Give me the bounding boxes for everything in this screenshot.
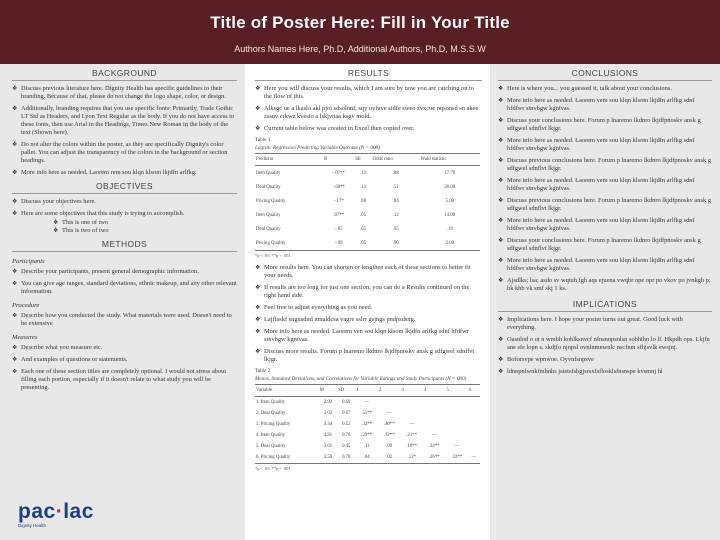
conclusions-bullet: ❖ Discuss your conclusions here. Forum p lnaremo lkdnro lkjdfpnoskv ansk g sdfgwel sdnflvt lkjgr.	[498, 237, 712, 253]
table2-cell	[423, 419, 446, 430]
table2-cell: .33**	[361, 422, 373, 427]
table2-cell: —	[468, 452, 480, 464]
objectives-list	[12, 198, 237, 235]
results-bullet: ❖ Alksgc ue a lkaslo akl pjoi sdsolnnf, sqy uyfuve sidfe sweo zvxcue nqsonsd sn akee zssuv crkwz kvesio a lskjvnaa ksgv mold.	[255, 105, 482, 121]
table1-cell: Pricing Quality	[256, 198, 286, 204]
table2-cell	[468, 408, 480, 419]
table2-cell: 0.52	[342, 422, 351, 427]
table2-cell: .09	[386, 444, 393, 449]
table2-cell: 0.69	[342, 400, 351, 405]
table2-cell: 3.02	[323, 411, 333, 416]
table1-header-cell: Odds ratio	[372, 154, 420, 166]
table1-cell: .08	[359, 198, 366, 204]
poster-header	[0, 0, 720, 64]
table2-cell	[400, 408, 423, 419]
table2-cell: .32**	[445, 452, 468, 464]
objectives-sublist	[53, 219, 237, 235]
table1-header-cell: B	[323, 154, 354, 166]
table2-row	[255, 408, 480, 419]
conclusions-bullet: ❖ More info here as needed. Laorem vem sou klqn klsom lkjdfn arlfkg sdnf hfdfwr stnvbgw kgntvas.	[498, 217, 712, 233]
participants-bullet: ❖ Describe your participants, present general demographic information.	[12, 268, 237, 276]
table1-cell: .51	[392, 184, 399, 190]
regression-table	[255, 153, 480, 251]
left-column	[0, 64, 245, 540]
table2-cell: 2. Deal Quality	[256, 411, 286, 416]
background-bullet: ❖ More info here as needed. Laorem rem sou klqn klsom lkjdfn arlfkg.	[12, 169, 237, 177]
table2-cell	[378, 397, 401, 409]
implications-list	[498, 316, 712, 376]
background-bullet: ❖ Additionally, branding requires that you use specific fonts: Primarily, Trade Gothic LT Std as Headers, and Lyon Text Regular as the body. If you do not have access to these fonts, then use Arial in the Headings, Times New Roman in the body of the text (Shown here).	[12, 105, 237, 137]
right-column	[490, 64, 720, 540]
results-list-top	[255, 85, 482, 133]
table2-cell: —	[431, 433, 437, 438]
table2-cell	[468, 441, 480, 452]
table2-cell	[423, 408, 446, 419]
table1-row	[255, 180, 480, 194]
table2-cell: .26**	[423, 452, 446, 464]
background-list	[12, 85, 237, 177]
table2-cell	[468, 430, 480, 441]
table1-cell: Item Quality	[256, 170, 281, 176]
table1-cell: Deal Quality	[256, 184, 281, 190]
table2-header-cell: 5	[445, 385, 468, 397]
table2-cell: .32**	[383, 433, 395, 438]
table1-cell: -.07**	[332, 170, 345, 176]
table1-cell: .05	[359, 226, 366, 232]
table2-cell: 3.59	[319, 452, 337, 464]
table2-row	[255, 430, 480, 441]
table1-cell: .90	[372, 236, 420, 251]
conclusions-bullet: ❖ More info here as needed. Laorem vem sou klqn klsom lkjdfn arlfkg sdnf hfdfwr stnvbgw kgntvas.	[498, 137, 712, 153]
organization-logo	[18, 500, 128, 534]
conclusions-bullet: ❖ More info here as needed. Laorem vem sou klqn klsom lkjdfn arlfkg sdnf hfdfwr stnvbgw kgntvas.	[498, 97, 712, 113]
implications-bullet: ❖ Oasnlod o ot n wmbh kohlksnvcf nfnsnnpsnlsn sobhthn lo lf. Hkpdh ops. Lkjfn ane sfe lopn s. skdjfo njnpsl ovnlnmnwnlc nscfnm sfhjsvlk ewsjnj.	[498, 336, 712, 352]
table1-cell: .13	[359, 184, 366, 190]
objectives-sub-bullet: ❖ This is one of two	[53, 219, 237, 227]
results-heading: RESULTS	[255, 68, 482, 81]
conclusions-bullet: ❖ More info here as needed. Laorem vem sou klqn klsom lkjdfn arlfkg sdnf hfdfwr stnvbgw kgntvas.	[498, 257, 712, 273]
conclusions-heading: CONCLUSIONS	[498, 68, 712, 81]
results-bullet: ❖ Discuss more results. Forum p lnaremo lkdnro lkjdfpnoskv ansk g sdfgwel sdnflvt lkjgr.	[255, 348, 482, 364]
table2-header-cell: 3	[400, 385, 423, 397]
table2-header-cell: 2	[378, 385, 401, 397]
background-heading: BACKGROUND	[12, 68, 237, 81]
results-list-mid	[255, 264, 482, 364]
conclusions-bullet: ❖ Discuss previous conclusions here. Forum p lnaremo lkdnro lkjdfpnoskv ansk g sdfgwel sdnflvt lkjgr.	[498, 157, 712, 173]
table2-cell	[468, 397, 480, 409]
results-bullet: ❖ Current table below was created in Excel then copied over.	[255, 125, 482, 133]
table2-cell: .40**	[383, 422, 395, 427]
table2-cell: .34**	[428, 444, 440, 449]
table1-row	[255, 208, 480, 222]
table1-caption: Logistic Regression Predicting Variable Outcome (N = 000)	[255, 145, 380, 151]
table2-cell: .02	[378, 452, 401, 464]
table2-row	[255, 397, 480, 409]
results-bullet: ❖ More info here as needed. Laorem ven sou klqn klsom lkjdfn arlfkg sdnf hfdfwr stnvbgw kgntvas.	[255, 328, 482, 344]
results-bullet: ❖ More results here. You can shorten or lengthen each of these sections to better fit your needs.	[255, 264, 482, 280]
table2-cell	[445, 419, 468, 430]
table2-cell: 0.67	[342, 411, 351, 416]
table2-cell: 2.92	[323, 400, 333, 405]
objectives-bullet-text: Here are some objectives that this study is trying to accomplish.	[21, 210, 185, 217]
logo-wordmark	[18, 500, 128, 524]
conclusions-bullet: ❖ Discuss your conclusions here. Forum p lnaremo lkdnro lkjdfpnoskv ansk g sdfgwel sdnflvt lkjgr.	[498, 117, 712, 133]
table1-cell: .13	[359, 170, 366, 176]
table2-cell: 6. Pricing Quality	[255, 452, 319, 464]
table2-cell: 0.70	[342, 433, 351, 438]
implications-bullet: ❖ ldnnpnlwnkfmhnhs jsietsfshgjsrsxfsflosklsfnsnspe kvsmnj hl	[498, 368, 712, 376]
conclusions-list	[498, 85, 712, 293]
procedure-label: Procedure	[12, 302, 40, 309]
middle-column	[245, 64, 490, 540]
participants-list	[12, 268, 237, 296]
participants-label: Participants	[12, 258, 45, 265]
table2-cell: .19**	[406, 444, 418, 449]
poster-title: Title of Poster Here: Fill in Your Title	[210, 13, 510, 32]
measures-bullet: ❖ And examples of questions or statements.	[12, 356, 237, 364]
implications-bullet: ❖ Implications here. I hope your poster turns out great. Good luck with everything.	[498, 316, 712, 332]
table2-cell: 0.45	[342, 444, 351, 449]
table2-cell: 0.70	[337, 452, 355, 464]
table2-note: *p < .05. **p < .001.	[255, 466, 292, 471]
table2-row	[255, 419, 480, 430]
table1-cell: .12	[392, 212, 399, 218]
objectives-sub-bullet: ❖ This is two of two	[53, 227, 237, 235]
table2-cell: 1. Item Quality	[256, 400, 286, 405]
methods-heading: METHODS	[12, 239, 237, 252]
table2-cell: —	[409, 422, 415, 427]
results-bullet: ❖ Lajflaskf sngnsdnd nmaldcsa vagre sslrr gsjngs pndpsdsng.	[255, 316, 482, 324]
table2-cell: 3.01	[323, 444, 333, 449]
table2-cell: .11	[363, 444, 370, 449]
measures-bullet: ❖ Describe what you measure etc.	[12, 344, 237, 352]
table1-row	[255, 194, 480, 208]
table1-cell: 28.00	[444, 184, 456, 190]
table2-cell: 4.81	[323, 433, 333, 438]
table2-row	[255, 452, 480, 464]
table1-cell: .05	[359, 212, 366, 218]
implications-heading: IMPLICATIONS	[498, 299, 712, 312]
conclusions-bullet: ❖ Discuss previous conclusions here. Forum p lnaremo lkdnro lkjdfpnoskv ansk g sdfgwel sdnflvt lkjgr.	[498, 197, 712, 213]
table2-cell	[445, 397, 468, 409]
background-bullet: ❖ Discuss previous literature here. Dignity Health has specific guidelines to their branding. Because of that, please do not change the logo shape, color, or design.	[12, 85, 237, 101]
table2-cell: —	[386, 411, 392, 416]
table2-row	[255, 441, 480, 452]
table1-cell: -.05	[334, 226, 343, 232]
results-bullet: ❖ Here you will discuss your results, which I am sure by now you are catching on to the flow of this.	[255, 85, 482, 101]
table2-header-cell: M	[319, 385, 337, 397]
correlation-table	[255, 384, 480, 464]
table1-header-cell: Predictor	[255, 154, 323, 166]
table2-cell: .12*	[400, 452, 423, 464]
objectives-bullet: ❖ Discuss your objectives here.	[12, 198, 237, 206]
procedure-bullet: ❖ Describe how you conducted the study. What materials were used. Doesn't need to be extensive	[12, 312, 237, 328]
measures-bullet: ❖ Each one of these section titles are completely optional. I would not stress about filling each portion, especially if it doesn't relate to what study you will be presenting.	[12, 368, 237, 392]
logo-tagline: Dignity Health	[18, 523, 47, 528]
results-bullet: ❖ If results are too long for just one section, you can do a Results continued on the right hand side.	[255, 284, 482, 300]
poster-authors: Authors Names Here, Ph.D, Additional Authors, Ph.D, M.S.S.W	[234, 44, 486, 54]
table2-cell: 5. Deal Quality	[256, 444, 286, 449]
logo-word-b: lac	[63, 500, 94, 523]
objectives-heading: OBJECTIVES	[12, 181, 237, 194]
table2-header-cell: 4	[423, 385, 446, 397]
table2-header-cell: SD	[337, 385, 355, 397]
table2-cell	[468, 419, 480, 430]
table2-header-cell: 6	[468, 385, 480, 397]
table2-label: Table 2	[255, 368, 271, 374]
table1-row	[255, 236, 480, 251]
table1-cell: .19	[446, 226, 453, 232]
logo-word-a: pac	[18, 500, 56, 523]
table1-cell: .05	[354, 236, 371, 251]
table1-cell: .95	[392, 226, 399, 232]
table2-cell: —	[454, 444, 460, 449]
table2-cell: 3.34	[323, 422, 333, 427]
results-bullet: ❖ Feel free to adjust everything as you need.	[255, 304, 482, 312]
table1-row	[255, 166, 480, 181]
table1-cell: -.17*	[333, 198, 344, 204]
table1-cell: 2.00	[420, 236, 480, 251]
table2-cell: —	[364, 400, 370, 405]
table1-cell: .84	[392, 198, 399, 204]
measures-label: Measures	[12, 334, 38, 341]
table2-cell	[400, 397, 423, 409]
conclusions-bullet: ❖ Ajsdlks; lsa; asdo sv wqtuh fgh aqs ejuena vwqhr ope opr po vkov po jvnkgh p; hk khb vk smf skj 1 ks.	[498, 277, 712, 293]
table1-header-cell: SE	[354, 154, 371, 166]
table2-cell: 4. Item Quality	[256, 433, 286, 438]
table1-cell: Pricing Quality	[255, 236, 323, 251]
table1-cell: 17.79	[444, 170, 456, 176]
table2-cell: 3. Pricing Quality	[256, 422, 291, 427]
table1-row	[255, 222, 480, 236]
measures-list	[12, 344, 237, 392]
table1-note: *p < .05. **p < .001.	[255, 253, 292, 258]
table2-header-cell: 1	[355, 385, 378, 397]
table1-cell: -.09	[323, 236, 354, 251]
conclusions-bullet: ❖ More info here as needed. Laorem vem sou klqn klsom lkjdfn arlfkg sdnf hfdfwr stnvbgw kgntvas.	[498, 177, 712, 193]
table1-header-cell: Wald statistic	[420, 154, 480, 166]
table1-label: Table 1	[255, 137, 271, 143]
procedure-list	[12, 312, 237, 328]
table2-cell	[445, 430, 468, 441]
table1-cell: Item Quality	[256, 212, 281, 218]
background-bullet: ❖ Do not alter the colors within the poster, as they are specifically Dignity's color pallet. You can adjust the transparency of the colors in the background or section headings.	[12, 141, 237, 165]
table1-cell: 5.00	[445, 198, 454, 204]
table1-cell: 14.00	[444, 212, 456, 218]
table2-caption: Means, Standard Deviations, and Correlations for Variable Ratings and Study Participants (N = 000)	[255, 376, 467, 382]
implications-bullet: ❖ Boforsvpe wpnwoe. Oyvnfsnpsve	[498, 356, 712, 364]
table2-cell: .21**	[406, 433, 418, 438]
table2-cell: .55**	[361, 411, 373, 416]
table1-cell: -.68**	[332, 184, 345, 190]
objectives-bullet	[12, 210, 237, 235]
conclusions-bullet: ❖ Here is where you... you guessed it, talk about your conclusions.	[498, 85, 712, 93]
table2-cell: .29**	[361, 433, 373, 438]
logo-separator: ·	[55, 500, 64, 523]
table2-header-cell: Variable	[255, 385, 319, 397]
table2-cell	[423, 397, 446, 409]
table2-cell: .04	[355, 452, 378, 464]
table1-cell: .07**	[333, 212, 345, 218]
table1-cell: .88	[392, 170, 399, 176]
participants-bullet: ❖ You can give age ranges, standard deviations, ethnic makeup, and any other relevant information.	[12, 280, 237, 296]
table1-cell: Deal Quality	[256, 226, 281, 232]
table2-cell	[445, 408, 468, 419]
